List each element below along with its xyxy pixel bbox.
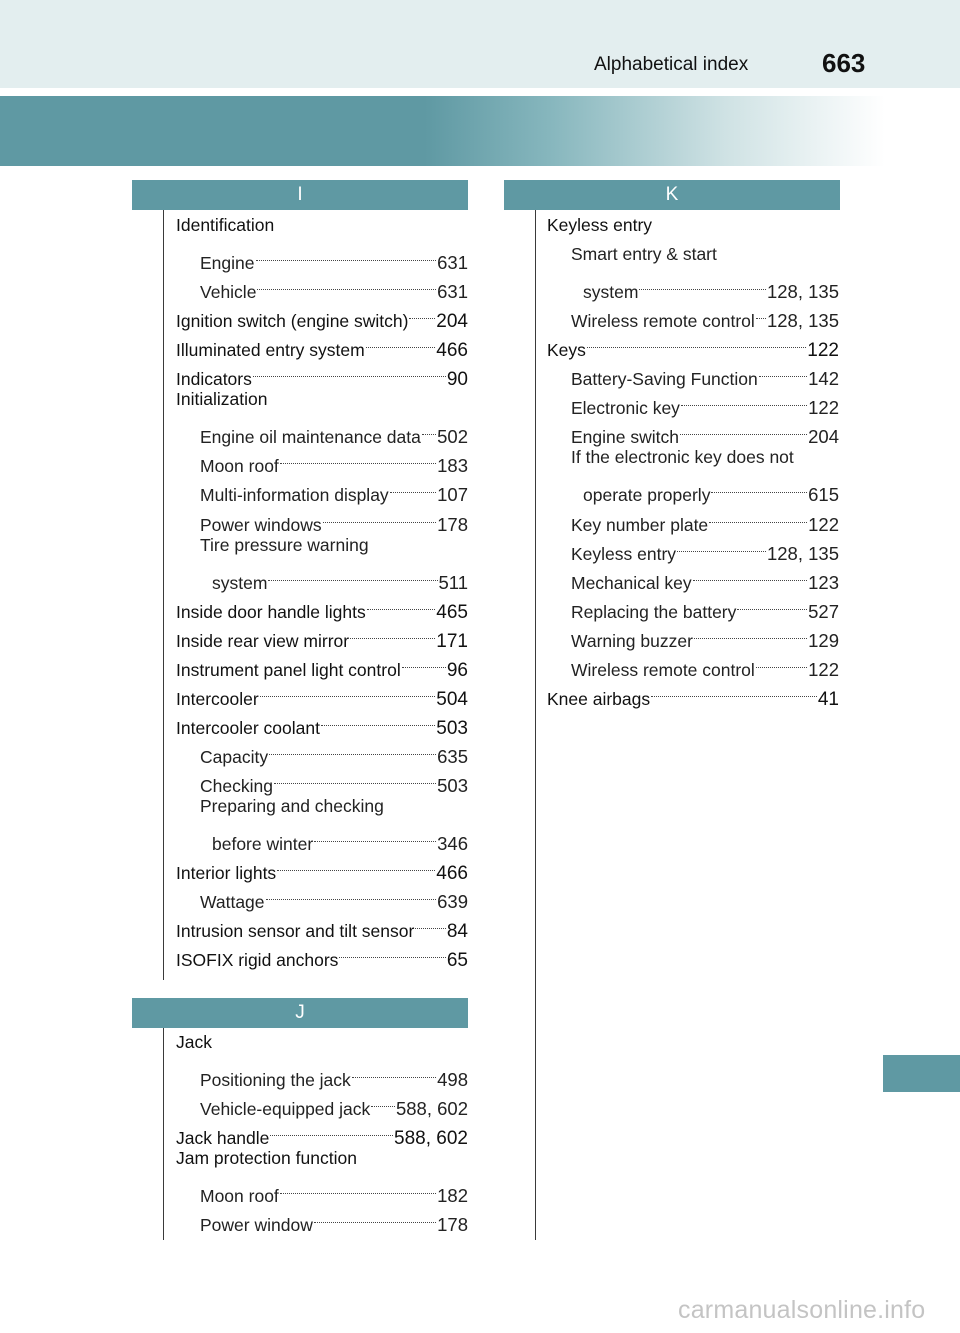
entry-label: Vehicle: [200, 282, 257, 303]
entry-label: Moon roof: [200, 456, 279, 477]
dot-leader: [756, 647, 807, 676]
entry-page-ref[interactable]: 171: [436, 630, 468, 652]
entry-page-ref[interactable]: 503: [437, 774, 468, 796]
index-entry[interactable]: [176, 1028, 468, 1057]
dot-leader: [639, 269, 766, 298]
entry-page-ref[interactable]: 96: [446, 659, 468, 681]
dot-leader: [280, 1173, 436, 1202]
dot-leader: [756, 298, 766, 327]
index-entry[interactable]: [571, 443, 839, 472]
dot-leader: [256, 240, 437, 269]
entry-page-ref[interactable]: 129: [808, 629, 839, 651]
running-title: Alphabetical index: [594, 54, 749, 75]
dot-leader: [339, 937, 445, 966]
entry-label: Inside rear view mirror: [176, 630, 350, 651]
entry-label: Key number plate: [571, 514, 709, 535]
dot-leader: [709, 502, 807, 531]
dot-leader: [270, 1115, 393, 1144]
entry-page-ref[interactable]: 142: [808, 368, 839, 390]
dot-leader: [257, 269, 436, 298]
index-entry[interactable]: [200, 763, 468, 796]
column-rule-right: [535, 210, 536, 1240]
entry-page-ref[interactable]: 122: [808, 397, 839, 419]
entry-label: Engine oil maintenance data: [200, 427, 421, 448]
entry-label: system: [212, 572, 268, 593]
entry-label: ISOFIX rigid anchors: [176, 950, 339, 971]
entry-page-ref[interactable]: 128, 135: [766, 542, 839, 564]
index-entry[interactable]: [200, 269, 468, 303]
entry-label: Smart entry & start: [571, 244, 717, 265]
dot-leader: [314, 821, 436, 850]
entry-page-ref[interactable]: 122: [808, 513, 839, 535]
dot-leader: [253, 356, 446, 385]
entry-page-ref[interactable]: 128, 135: [766, 310, 839, 332]
entry-label: Intercooler coolant: [176, 717, 320, 738]
entry-page-ref[interactable]: 631: [437, 281, 468, 303]
section-header-K: K: [504, 180, 840, 210]
dot-leader: [280, 443, 436, 472]
entry-page-ref[interactable]: 65: [446, 950, 468, 972]
dot-leader: [680, 414, 807, 443]
index-entry[interactable]: [200, 734, 468, 767]
dot-leader: [366, 327, 436, 356]
entry-label: Tire pressure warning: [200, 534, 369, 555]
entry-label: Capacity: [200, 746, 269, 767]
entry-label: Moon roof: [200, 1186, 279, 1207]
section-header-J: J: [132, 998, 468, 1028]
entry-page-ref[interactable]: 503: [436, 717, 468, 739]
entry-label: Indicators: [176, 369, 252, 390]
entry-page-ref[interactable]: 615: [808, 484, 839, 506]
entry-label: Knee airbags: [547, 688, 651, 709]
index-entry[interactable]: [571, 385, 839, 419]
index-entry[interactable]: [571, 618, 839, 651]
index-entry[interactable]: [200, 792, 468, 821]
entry-page-ref[interactable]: 466: [436, 340, 468, 362]
column-rule-left-upper: [163, 210, 164, 980]
dot-leader: [402, 647, 446, 676]
index-entry[interactable]: [176, 647, 468, 681]
index-entry[interactable]: [547, 676, 839, 710]
entry-label: Keyless entry: [571, 543, 677, 564]
dot-leader: [711, 472, 807, 501]
index-entry[interactable]: [212, 821, 468, 855]
header-bar: [0, 0, 960, 88]
index-entry[interactable]: [571, 647, 839, 680]
index-entry[interactable]: [571, 298, 839, 332]
entry-page-ref[interactable]: 178: [437, 1214, 468, 1236]
dot-leader: [693, 560, 808, 589]
index-entry[interactable]: [200, 502, 468, 535]
entry-page-ref[interactable]: 466: [436, 863, 468, 885]
dot-leader: [651, 676, 817, 705]
index-entry[interactable]: [176, 850, 468, 885]
index-entry[interactable]: [571, 589, 839, 622]
entry-label: Wattage: [200, 892, 265, 913]
entry-label: Battery-Saving Function: [571, 369, 758, 390]
index-entry[interactable]: [571, 240, 839, 269]
entry-label: Jack handle: [176, 1128, 270, 1149]
entry-label: Engine switch: [571, 427, 679, 448]
entry-label: Jack: [176, 1032, 212, 1052]
index-entry[interactable]: [200, 240, 468, 274]
index-entry[interactable]: [200, 1057, 468, 1091]
dot-leader: [677, 531, 766, 560]
entry-label: Ignition switch (engine switch): [176, 311, 409, 332]
dot-leader: [274, 763, 436, 792]
dot-leader: [759, 356, 807, 385]
index-entry[interactable]: [176, 676, 468, 710]
dot-leader: [409, 298, 435, 327]
entry-page-ref[interactable]: 465: [436, 601, 468, 623]
index-entry[interactable]: [176, 356, 468, 391]
entry-page-ref[interactable]: 504: [436, 688, 468, 710]
dot-leader: [371, 1086, 395, 1115]
index-entry[interactable]: [571, 502, 839, 535]
entry-page-ref[interactable]: 346: [437, 833, 468, 855]
entry-label: Wireless remote control: [571, 311, 755, 332]
index-entry[interactable]: [176, 908, 468, 943]
entry-page-ref[interactable]: 90: [446, 369, 468, 391]
entry-label: Jam protection function: [176, 1148, 357, 1169]
entry-label: Power windows: [200, 514, 322, 535]
entry-label: Replacing the battery: [571, 601, 737, 622]
entry-label: Engine: [200, 253, 255, 274]
index-entry[interactable]: [200, 1173, 468, 1207]
dot-leader: [269, 734, 436, 763]
entry-label: Intrusion sensor and tilt sensor: [176, 921, 415, 942]
entry-label: Warning buzzer: [571, 630, 693, 651]
entry-label: Initialization: [176, 389, 268, 410]
index-entry[interactable]: [200, 472, 468, 506]
dot-leader: [323, 502, 437, 531]
dot-leader: [422, 414, 436, 443]
chapter-band: [0, 96, 885, 166]
index-entry[interactable]: [200, 443, 468, 477]
dot-leader: [277, 850, 435, 879]
watermark: carmanualsonline.info: [678, 1296, 926, 1324]
entry-page-ref[interactable]: 588, 602: [395, 1098, 468, 1120]
index-entry[interactable]: [176, 937, 468, 972]
entry-label: Mechanical key: [571, 572, 692, 593]
entry-label: Keyless entry: [547, 215, 653, 235]
entry-page-ref[interactable]: 204: [436, 311, 468, 333]
index-entry[interactable]: [200, 414, 468, 448]
entry-label: Intercooler: [176, 688, 259, 709]
entry-label: Power window: [200, 1215, 313, 1236]
entry-page-ref[interactable]: 122: [808, 658, 839, 680]
index-entry[interactable]: [176, 589, 468, 623]
entry-label: Preparing and checking: [200, 796, 384, 816]
dot-leader: [314, 1202, 436, 1231]
index-entry[interactable]: [571, 414, 839, 448]
entry-label: Instrument panel light control: [176, 659, 401, 680]
entry-page-ref[interactable]: 527: [808, 600, 839, 622]
entry-page-ref[interactable]: 178: [437, 513, 468, 535]
index-entry[interactable]: [176, 705, 468, 739]
dot-leader: [587, 327, 806, 356]
dot-leader: [694, 618, 807, 647]
index-entry[interactable]: [176, 618, 468, 652]
entry-page-ref[interactable]: 84: [446, 921, 468, 943]
dot-leader: [266, 879, 437, 908]
index-entry[interactable]: [200, 1202, 468, 1236]
entry-label: Interior lights: [176, 863, 277, 884]
entry-page-ref[interactable]: 107: [437, 484, 468, 506]
entry-label: Inside door handle lights: [176, 601, 366, 622]
index-entry[interactable]: [547, 211, 839, 240]
dot-leader: [367, 589, 436, 618]
dot-leader: [352, 1057, 436, 1086]
entry-page-ref[interactable]: 588, 602: [394, 1128, 468, 1150]
dot-leader: [350, 618, 435, 647]
entry-label: If the electronic key does not: [571, 447, 794, 468]
entry-label: Positioning the jack: [200, 1070, 351, 1091]
entry-label: Multi-information display: [200, 485, 389, 506]
index-entry[interactable]: [176, 327, 468, 362]
index-entry[interactable]: [176, 298, 468, 333]
entry-page-ref[interactable]: 41: [817, 688, 839, 710]
entry-page-ref[interactable]: 183: [437, 455, 468, 477]
entry-page-ref[interactable]: 631: [437, 252, 468, 274]
dot-leader: [321, 705, 435, 734]
entry-label: Wireless remote control: [571, 659, 755, 680]
entry-label: Checking: [200, 775, 273, 796]
entry-page-ref[interactable]: 498: [437, 1069, 468, 1091]
index-entry[interactable]: [547, 327, 839, 362]
dot-leader: [390, 472, 436, 501]
index-entry[interactable]: [200, 879, 468, 913]
index-entry[interactable]: [200, 1086, 468, 1120]
entry-page-ref[interactable]: 123: [808, 571, 839, 593]
dot-leader: [268, 560, 437, 589]
entry-label: before winter: [212, 834, 314, 855]
entry-label: Keys: [547, 340, 586, 361]
chapter-thumb-tab[interactable]: [883, 1055, 960, 1092]
dot-leader: [737, 589, 807, 618]
dot-leader: [260, 676, 436, 705]
entry-page-ref[interactable]: 122: [807, 340, 839, 362]
entry-label: Identification: [176, 215, 275, 235]
entry-label: operate properly: [583, 485, 711, 506]
section-header-I: I: [132, 180, 468, 210]
index-entry[interactable]: [176, 1115, 468, 1150]
entry-page-ref[interactable]: 639: [437, 891, 468, 913]
entry-page-ref[interactable]: 204: [808, 426, 839, 448]
entry-page-ref[interactable]: 182: [437, 1185, 468, 1207]
index-entry[interactable]: [571, 560, 839, 593]
entry-label: Vehicle-equipped jack: [200, 1099, 371, 1120]
index-entry[interactable]: [200, 531, 468, 560]
dot-leader: [415, 908, 446, 937]
index-entry[interactable]: [212, 560, 468, 593]
entry-label: Electronic key: [571, 398, 680, 419]
dot-leader: [681, 385, 807, 414]
entry-label: Illuminated entry system: [176, 340, 365, 361]
entry-page-ref[interactable]: 511: [438, 571, 468, 593]
entry-page-ref[interactable]: 502: [437, 426, 468, 448]
column-rule-left-lower: [163, 1028, 164, 1240]
index-entry[interactable]: [571, 356, 839, 390]
index-entry[interactable]: [176, 211, 468, 240]
index-entry[interactable]: [176, 1144, 468, 1173]
index-entry[interactable]: [571, 531, 839, 564]
page-number: 663: [822, 48, 866, 78]
index-entry[interactable]: [583, 269, 839, 303]
entry-page-ref[interactable]: 128, 135: [766, 281, 839, 303]
entry-page-ref[interactable]: 635: [437, 745, 468, 767]
index-entry[interactable]: [176, 385, 468, 414]
entry-label: system: [583, 282, 639, 303]
index-entry[interactable]: [583, 472, 839, 506]
